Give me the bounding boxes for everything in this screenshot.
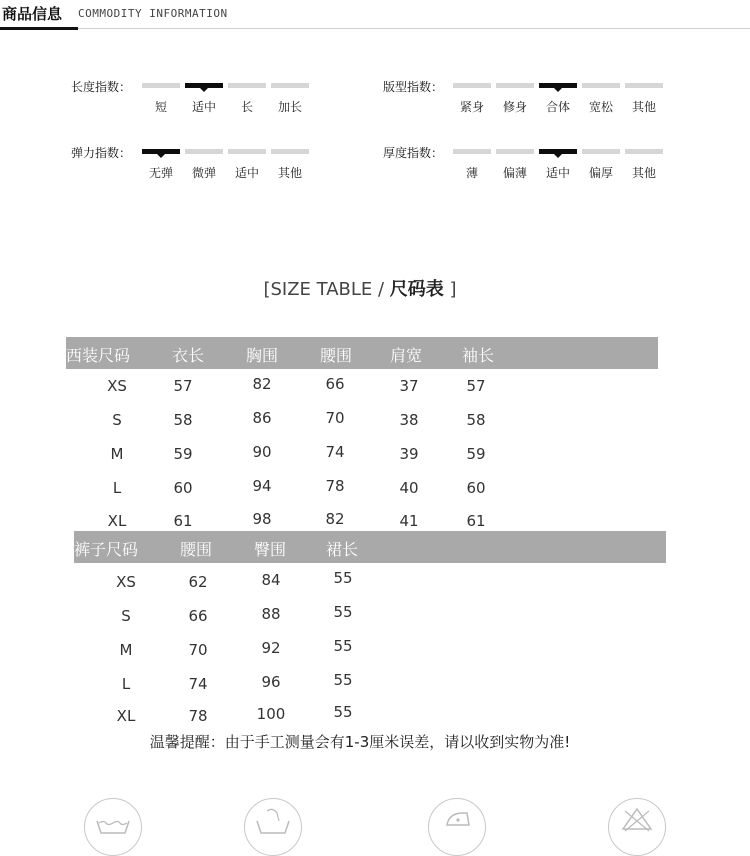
- do-not-bleach-icon: [608, 798, 666, 856]
- table-cell: 55: [333, 703, 353, 721]
- table-cell: 70: [188, 641, 208, 659]
- index-bar-active: [185, 83, 223, 88]
- table-cell: 55: [333, 637, 353, 655]
- index-option: 其他: [277, 166, 302, 180]
- table-cell: 37: [399, 377, 419, 395]
- index-bar: [625, 149, 663, 154]
- index-bar: [271, 149, 309, 154]
- index-bar: [142, 83, 180, 88]
- index-bar: [453, 149, 491, 154]
- table-cell: 55: [333, 569, 353, 587]
- table-cell: 58: [173, 411, 193, 429]
- table-cell: 40: [399, 479, 419, 497]
- size-label-cell: XL: [107, 512, 127, 530]
- table-cell: 61: [173, 512, 193, 530]
- index-bar: [625, 83, 663, 88]
- index-bar: [271, 83, 309, 88]
- index-option: 无弹: [148, 166, 173, 180]
- section-header: [0, 0, 750, 34]
- index-bar: [582, 149, 620, 154]
- index-bar-active: [539, 83, 577, 88]
- table-cell: 55: [333, 603, 353, 621]
- section-title-en: COMMODITY INFORMATION: [78, 7, 228, 20]
- table-cell: 74: [188, 675, 208, 693]
- table-cell: 100: [256, 705, 286, 723]
- index-option: 其他: [631, 100, 656, 114]
- size-label-cell: M: [110, 445, 124, 463]
- table-cell: 66: [325, 375, 345, 393]
- table-cell: 60: [173, 479, 193, 497]
- table-cell: 74: [325, 443, 345, 461]
- size-label-cell: XS: [116, 573, 136, 591]
- size-label-cell: XL: [116, 707, 136, 725]
- thickness-index-label: 厚度指数：: [383, 146, 444, 160]
- suit-table-header: [66, 337, 658, 369]
- table-header-cell: 裙长: [326, 540, 359, 559]
- fit-index-label: 版型指数：: [383, 80, 444, 94]
- table-cell: 86: [252, 409, 272, 427]
- index-option: 宽松: [588, 100, 613, 114]
- index-option: 微弹: [191, 166, 216, 180]
- size-label-cell: L: [112, 479, 122, 497]
- table-cell: 70: [325, 409, 345, 427]
- index-option: 适中: [545, 166, 570, 180]
- table-header-cell: 裤子尺码: [74, 540, 139, 559]
- index-option: 适中: [234, 166, 259, 180]
- table-cell: 90: [252, 443, 272, 461]
- index-option: 长: [240, 100, 253, 114]
- table-cell: 60: [466, 479, 486, 497]
- table-header-cell: 袖长: [462, 346, 495, 365]
- table-cell: 94: [252, 477, 272, 495]
- table-cell: 66: [188, 607, 208, 625]
- index-option: 修身: [502, 100, 527, 114]
- index-option: 偏薄: [502, 166, 527, 180]
- size-label-cell: S: [121, 607, 131, 625]
- index-bar: [453, 83, 491, 88]
- header-divider: [0, 28, 750, 29]
- table-header-cell: 腰围: [320, 346, 353, 365]
- size-table-title-suffix: ]: [443, 279, 457, 300]
- size-label-cell: L: [121, 675, 131, 693]
- index-bar: [496, 83, 534, 88]
- table-cell: 82: [325, 510, 345, 528]
- size-table-title-cn: 尺码表: [389, 279, 444, 300]
- index-bar: [582, 83, 620, 88]
- table-header-cell: 腰围: [180, 540, 213, 559]
- index-option: 短: [154, 100, 167, 114]
- index-option: 合体: [545, 100, 570, 114]
- table-cell: 62: [188, 573, 208, 591]
- table-cell: 88: [261, 605, 281, 623]
- index-option: 紧身: [459, 100, 484, 114]
- index-option: 其他: [631, 166, 656, 180]
- table-cell: 59: [173, 445, 193, 463]
- size-label-cell: M: [119, 641, 133, 659]
- measurement-notice: 温馨提醒：由于手工测量会有1-3厘米误差，请以收到实物为准!: [149, 733, 571, 751]
- table-cell: 98: [252, 510, 272, 528]
- wash-30-icon: [84, 798, 142, 856]
- size-table-title-prefix: [SIZE TABLE /: [263, 279, 390, 300]
- stretch-index-label: 弹力指数：: [71, 146, 132, 160]
- size-label-cell: S: [112, 411, 122, 429]
- table-cell: 61: [466, 512, 486, 530]
- size-label-cell: XS: [107, 377, 127, 395]
- table-cell: 82: [252, 375, 272, 393]
- length-index-label: 长度指数：: [71, 80, 132, 94]
- table-cell: 92: [261, 639, 281, 657]
- iron-icon: [428, 798, 486, 856]
- index-bar-active: [539, 149, 577, 154]
- table-cell: 39: [399, 445, 419, 463]
- index-bar: [228, 149, 266, 154]
- index-option: 适中: [191, 100, 216, 114]
- index-option: 偏厚: [588, 166, 613, 180]
- table-cell: 41: [399, 512, 419, 530]
- table-cell: 57: [466, 377, 486, 395]
- header-accent-bar: [0, 27, 78, 30]
- table-cell: 78: [188, 707, 208, 725]
- index-bar: [228, 83, 266, 88]
- table-cell: 55: [333, 671, 353, 689]
- index-bar-active: [142, 149, 180, 154]
- index-bar: [496, 149, 534, 154]
- table-header-cell: 肩宽: [390, 346, 423, 365]
- table-cell: 84: [261, 571, 281, 589]
- index-option: 加长: [277, 100, 302, 114]
- table-header-cell: 西装尺码: [66, 346, 131, 365]
- table-header-cell: 臀围: [254, 540, 287, 559]
- pants-table-header: [74, 531, 666, 563]
- index-option: 薄: [465, 166, 478, 180]
- table-header-cell: 衣长: [172, 346, 205, 365]
- table-cell: 78: [325, 477, 345, 495]
- table-cell: 58: [466, 411, 486, 429]
- table-cell: 57: [173, 377, 193, 395]
- table-cell: 96: [261, 673, 281, 691]
- table-header-cell: 胸围: [246, 346, 279, 365]
- table-cell: 59: [466, 445, 486, 463]
- index-bar: [185, 149, 223, 154]
- size-table-title: [0, 275, 720, 301]
- section-title-cn: 商品信息: [2, 5, 63, 23]
- hand-wash-icon: [244, 798, 302, 856]
- table-cell: 38: [399, 411, 419, 429]
